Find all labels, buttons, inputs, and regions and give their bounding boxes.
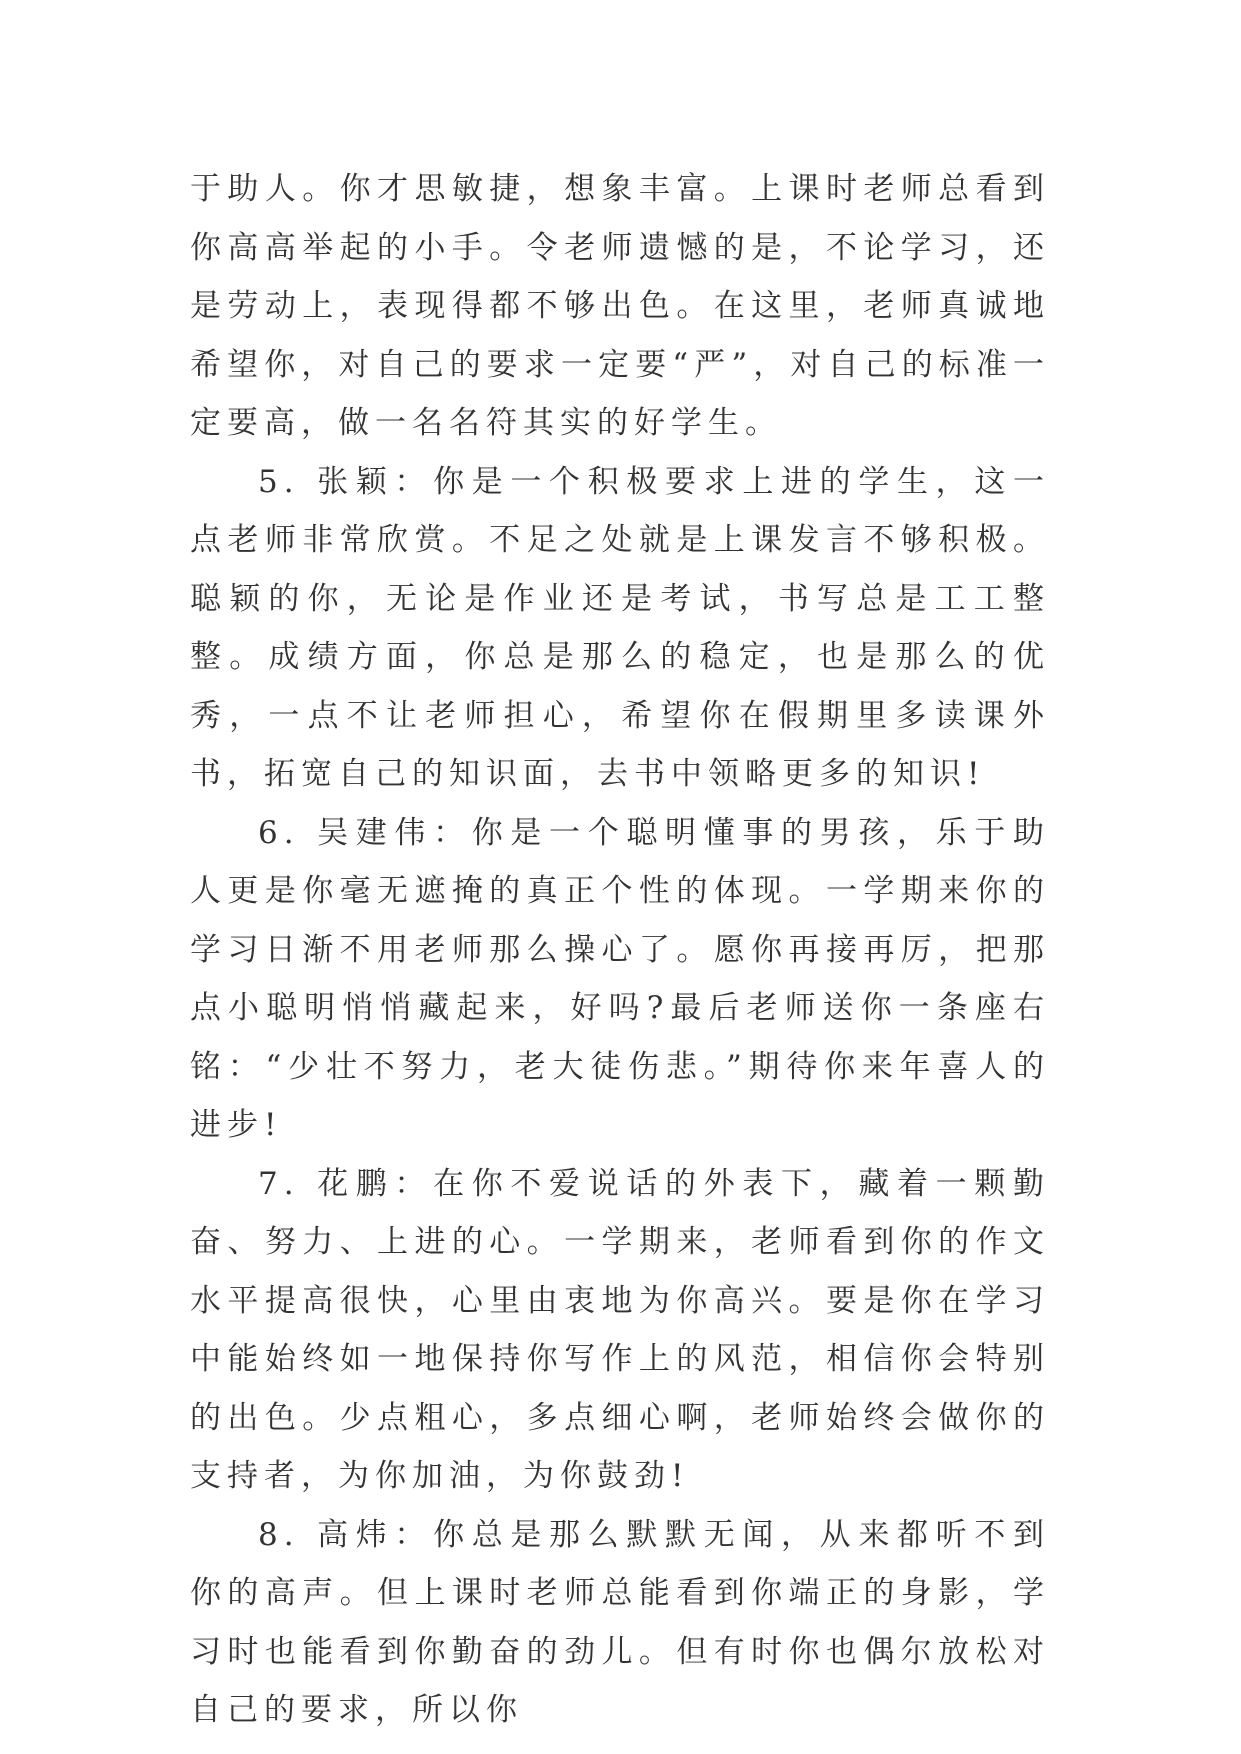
paragraph-comment-7: 7. 花鹏：在你不爱说话的外表下，藏着一颗勤奋、努力、上进的心。一学期来，老师看到你的作文水平提高很快，心里由衷地为你高兴。要是你在学习中能始终如一地保持你写作上的风范，相信你会特别的出色。少点粗心，多点细心啊，老师始终会做你的支持者，为你加油，为你鼓劲! [190, 1165, 1050, 1494]
paragraph-comment-6: 6. 吴建伟：你是一个聪明懂事的男孩，乐于助人更是你毫无遮掩的真正个性的体现。一学期来你的学习日渐不用老师那么操心了。愿你再接再厉，把那点小聪明悄悄藏起来，好吗?最后老师送你一条座右铭：“少壮不努力，老大徒伤悲。”期待你来年喜人的进步! [190, 814, 1050, 1143]
document-body [190, 160, 1050, 1740]
paragraph-continuation: 于助人。你才思敏捷，想象丰富。上课时老师总看到你高高举起的小手。令老师遗憾的是，不论学习，还是劳动上，表现得都不够出色。在这里，老师真诚地希望你，对自己的要求一定要“严”，对自己的标准一定要高，做一名名符其实的好学生。 [190, 171, 1050, 441]
paragraph-comment-8: 8. 高炜：你总是那么默默无闻，从来都听不到你的高声。但上课时老师总能看到你端正的身影，学习时也能看到你勤奋的劲儿。但有时你也偶尔放松对自己的要求，所以你 [190, 1516, 1050, 1728]
paragraph-comment-5: 5. 张颖：你是一个积极要求上进的学生，这一点老师非常欣赏。不足之处就是上课发言不够积极。聪颖的你，无论是作业还是考试，书写总是工工整整。成绩方面，你总是那么的稳定，也是那么的优秀，一点不让老师担心，希望你在假期里多读课外书，拓宽自己的知识面，去书中领略更多的知识! [190, 463, 1050, 792]
